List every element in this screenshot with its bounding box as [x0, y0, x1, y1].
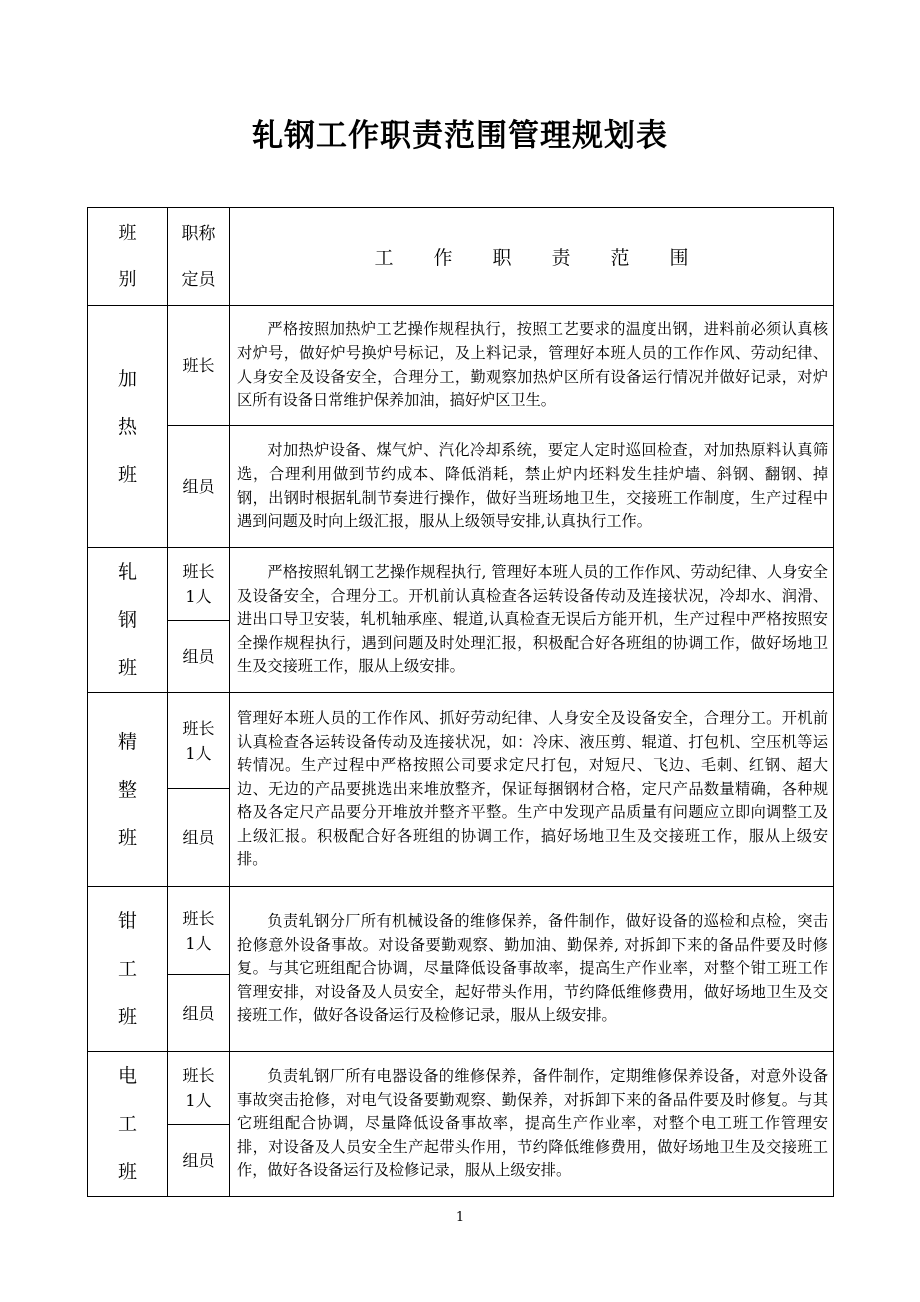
table-row [88, 426, 834, 548]
duty-cell: 严格按照加热炉工艺操作规程执行，按照工艺要求的温度出钢，进料前必须认真核对炉号，做好炉号换炉号标记，及上料记录，管理好本班人员的工作作风、劳动纪律、人身安全及设备安全，合理分工，勤观察加热炉区所有设备运行情况并做好记录，对炉区所有设备日常维护保养加油，搞好炉区卫生。 [230, 306, 834, 426]
role-cell: 班长 1人 [168, 548, 230, 621]
duty-cell: 管理好本班人员的工作作风、抓好劳动纪律、人身安全及设备安全，合理分工。开机前认真检查各运转设备传动及连接状况，如：冷床、液压剪、辊道、打包机、空压机等运转情况。生产过程中严格按照公司要求定尺打包，对短尺、飞边、毛刺、红钢、超大边、无边的产品要挑选出来堆放整齐，保证每捆钢材合格，定尺产品数量精确，各种规格及各定尺产品要分开堆放并整齐平整。生产中发现产品质量有问题应立即向调整工及上级汇报。积极配合好各班组的协调工作，搞好场地卫生及交接班工作，服从上级安排。 [230, 693, 834, 887]
role-cell: 组员 [168, 1124, 230, 1197]
table-row [88, 1052, 834, 1125]
duty-cell: 对加热炉设备、煤气炉、汽化冷却系统，要定人定时巡回检查，对加热原料认真筛选，合理利用做到节约成本、降低消耗，禁止炉内坯料发生挂炉墙、斜钢、翻钢、掉钢，出钢时根据轧制节奏进行操作，做好当班场地卫生，交接班工作制度，生产过程中遇到问题及时向上级汇报，服从上级领导安排,认真执行工作。 [230, 426, 834, 548]
duty-cell: 负责轧钢分厂所有机械设备的维修保养，备件制作，做好设备的巡检和点检，突击抢修意外设备事故。对设备要勤观察、勤加油、勤保养, 对拆卸下来的备品件要及时修复。与其它班组配合协调，尽量降低设备事故率，提高生产作业率，对整个钳工班工作管理安排，对设备及人员安全，起好带头作用，节约降低维修费用，做好场地卫生及交接班工作，做好各设备运行及检修记录，服从上级安排。 [230, 887, 834, 1052]
duty-cell: 负责轧钢厂所有电器设备的维修保养，备件制作，定期维修保养设备，对意外设备事故突击抢修，对电气设备要勤观察、勤保养，对拆卸下来的备品件要及时修复。与其它班组配合协调，尽量降低设备事故率，提高生产作业率，对整个电工班工作管理安排，对设备及人员安全生产起带头作用，节约降低维修费用，做好场地卫生及交接班工作，做好各设备运行及检修记录，服从上级安排。 [230, 1052, 834, 1197]
role-cell: 组员 [168, 975, 230, 1052]
duty-table [87, 207, 834, 1197]
page-number: 1 [455, 1210, 465, 1225]
role-cell: 班长 1人 [168, 1052, 230, 1125]
team-name-rolling: 轧 钢 班 [88, 548, 168, 693]
table-row [88, 887, 834, 975]
team-name-electrician: 电 工 班 [88, 1052, 168, 1197]
header-team: 班 别 [88, 208, 168, 306]
duty-cell: 严格按照轧钢工艺操作规程执行, 管理好本班人员的工作作风、劳动纪律、人身安全及设备安全，合理分工。开机前认真检查各运转设备传动及连接状况，冷却水、润滑、进出口导卫安装，轧机轴承座、辊道,认真检查无误后方能开机，生产过程中严格按照安全操作规程执行，遇到问题及时处理汇报，积极配合好各班组的协调工作，做好场地卫生及交接班工作，服从上级安排。 [230, 548, 834, 693]
role-cell: 班长 1人 [168, 887, 230, 975]
header-duty-scope: 工作职责范围 [230, 208, 834, 306]
team-name-fitter: 钳 工 班 [88, 887, 168, 1052]
role-cell: 组员 [168, 620, 230, 693]
role-cell: 班长 [168, 306, 230, 426]
table-header-row [88, 208, 834, 306]
team-name-heating: 加 热 班 [88, 306, 168, 548]
table-row [88, 306, 834, 426]
header-role: 职称 定员 [168, 208, 230, 306]
team-name-finishing: 精 整 班 [88, 693, 168, 887]
table-row [88, 693, 834, 789]
role-cell: 组员 [168, 426, 230, 548]
table-row [88, 548, 834, 621]
role-cell: 组员 [168, 789, 230, 887]
role-cell: 班长 1人 [168, 693, 230, 789]
page-title: 轧钢工作职责范围管理规划表 [252, 118, 668, 154]
